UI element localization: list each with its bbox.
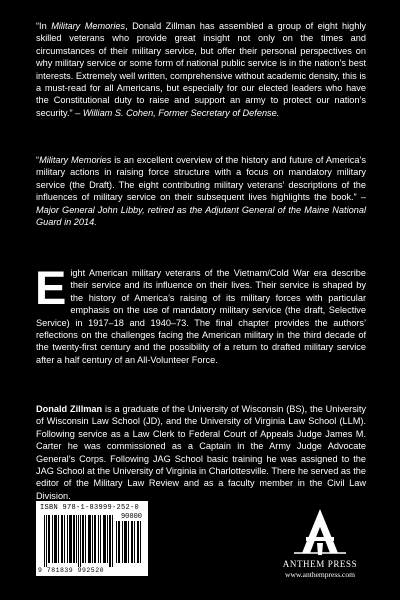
endorsement-attribution: Major General John Libby, retired as the Adjutant General of the Maine National Guard in 2014. — [36, 204, 366, 228]
drop-cap: E — [35, 261, 67, 314]
price-code: 90000 — [120, 513, 142, 521]
endorsement-libby — [36, 154, 366, 228]
publisher-name: ANTHEM PRESS — [282, 559, 358, 569]
endorsement-text: is an excellent overview of the history and future of America’s military actions in raising force structure with a focus on mandatory military service (the Draft). The eight contributing military veterans’ descriptions of the influences of military service on their subsequent lives highlights the book.” – — [36, 155, 366, 203]
author-name: Donald Zillman — [36, 404, 103, 414]
book-description — [35, 261, 366, 366]
endorsement-cohen — [36, 20, 366, 119]
ean-barcode-icon — [44, 515, 114, 567]
book-title-ref: Military Memories — [39, 155, 112, 165]
endorsement-attribution: William S. Cohen, Former Secretary of Defense. — [82, 107, 280, 118]
price-barcode-icon — [116, 521, 142, 563]
quote-open: “ — [36, 155, 40, 165]
quote-open: “In — [36, 21, 52, 31]
isbn-barcode — [36, 501, 148, 576]
publisher-website[interactable]: www.anthempress.com — [285, 570, 355, 579]
endorsement-text: , Donald Zillman has assembled a group of eight highly skilled veterans who provide great insight not only on the times and circumstances of their military service, but offer their personal perspectives on why military service or some form of national public service is in the nation’s best interests. Extremely well written, comprehensive without academic density, this is a must-read for all Americans, but especially for our elected leaders who have the Constitutional duty to raise and support an army to protect our nation’s security.” – — [36, 21, 366, 118]
description-text: ight American military veterans of the Vietnam/Cold War era describe their service and its influence on their lives. Their service is shaped by the history of America’s raising of its military forces with particular emphasis on the use of mandatory military service (the draft, Selective Service) in 1917–18 and 1940–73. The final chapter provides the authors’ reflections on the challenges facing the American military in the third decade of the twenty-first century and the possibility of a return to drafted military service after a half century of an All-Volunteer Force. — [36, 268, 366, 365]
author-bio — [36, 403, 366, 502]
barcode-digits: 9 781839 992520 — [38, 567, 105, 574]
book-title-ref: Military Memories — [51, 21, 126, 31]
bio-text: is a graduate of the University of Wisconsin (BS), the University of Wisconsin Law School (JD), and the University of Virginia Law School (LLM). Following service as a Law Clerk to Federal Court of Appeals Judge James M. Carter he was commissioned as a Captain in the Army Judge Advocate General’s Corps. Following JAG School basic training he was assigned to the JAG School at the University of Virginia in Charlottesville. There he served as the editor of the Military Law Review and as a faculty member in the Civil Law Division. — [36, 404, 366, 501]
isbn-label: ISBN 978-1-83999-252-0 — [40, 504, 140, 512]
anthem-press-logo-icon — [290, 507, 350, 557]
